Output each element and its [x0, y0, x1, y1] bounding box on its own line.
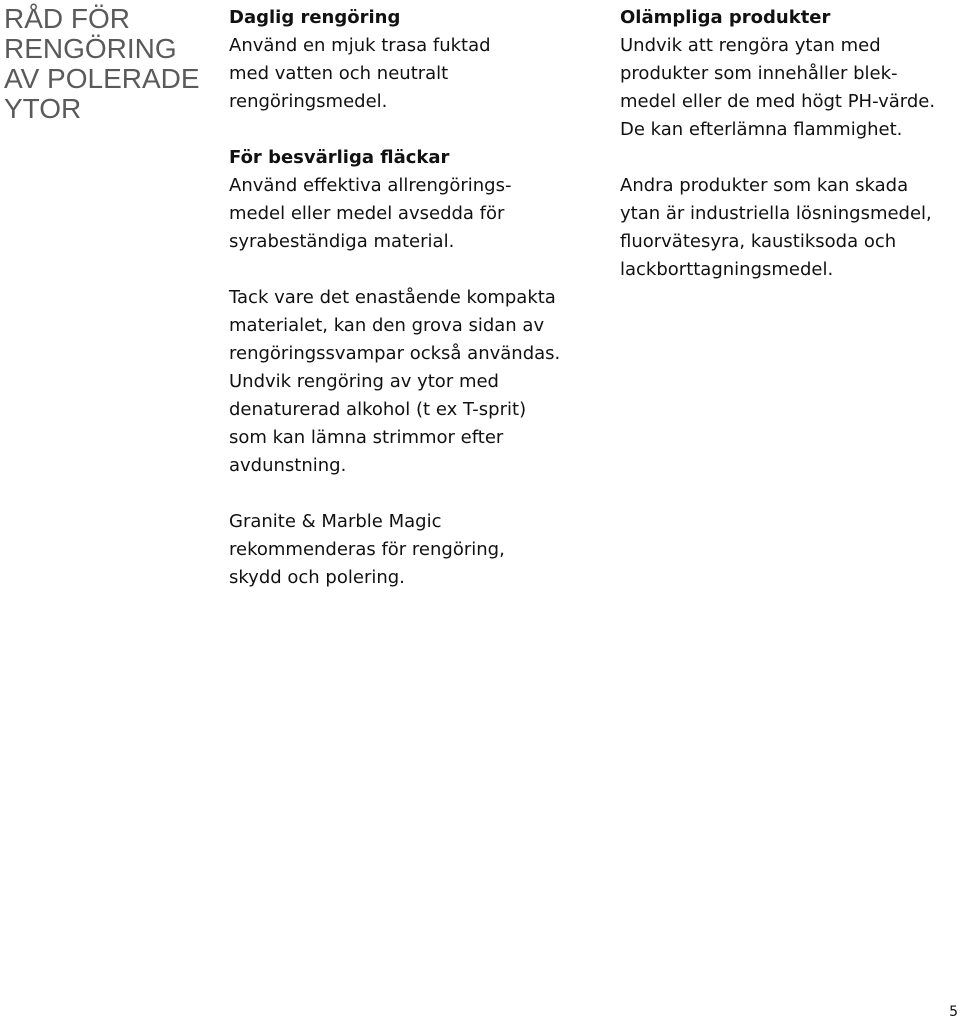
text-line: Granite & Marble Magic	[229, 511, 442, 532]
text-line: Använd effektiva allrengörings-	[229, 175, 512, 196]
right-column	[620, 4, 960, 284]
text-line: fluorvätesyra, kaustiksoda och	[620, 231, 897, 252]
unsuitable-products-heading: Olämpliga produkter	[620, 7, 831, 28]
sponge-tip-paragraph	[229, 284, 599, 480]
text-line: skydd och polering.	[229, 567, 405, 588]
text-line: syrabeständiga material.	[229, 231, 455, 252]
text-line: Andra produkter som kan skada	[620, 175, 909, 196]
title-line: YTOR	[4, 93, 82, 124]
text-line: avdunstning.	[229, 455, 347, 476]
text-line: ytan är industriella lösningsmedel,	[620, 203, 932, 224]
text-line: Undvik att rengöra ytan med	[620, 35, 881, 56]
text-line: produkter som innehåller blek-	[620, 63, 898, 84]
title-line: RENGÖRING	[4, 33, 177, 64]
unsuitable-products-section	[620, 4, 960, 144]
text-line: rekommenderas för rengöring,	[229, 539, 505, 560]
paragraph-gap	[229, 116, 599, 144]
recommendation-paragraph	[229, 508, 599, 592]
text-line: medel eller medel avsedda för	[229, 203, 505, 224]
middle-column	[229, 4, 599, 592]
paragraph-gap	[229, 256, 599, 284]
page-title	[4, 4, 219, 124]
stubborn-stains-section	[229, 144, 599, 256]
text-line: materialet, kan den grova sidan av	[229, 315, 545, 336]
text-line: De kan efterlämna flammighet.	[620, 119, 903, 140]
text-line: Tack vare det enastående kompakta	[229, 287, 556, 308]
title-line: AV POLERADE	[4, 63, 200, 94]
text-line: Använd en mjuk trasa fuktad	[229, 35, 491, 56]
other-products-paragraph	[620, 172, 960, 284]
text-line: som kan lämna strimmor efter	[229, 427, 504, 448]
text-line: Undvik rengöring av ytor med	[229, 371, 499, 392]
daily-cleaning-heading: Daglig rengöring	[229, 7, 401, 28]
text-line: medel eller de med högt PH-värde.	[620, 91, 936, 112]
daily-cleaning-section	[229, 4, 599, 116]
text-line: denaturerad alkohol (t ex T-sprit)	[229, 399, 527, 420]
stubborn-stains-heading: För besvärliga fläckar	[229, 147, 450, 168]
text-line: rengöringsmedel.	[229, 91, 388, 112]
page-number: 5	[949, 1004, 958, 1020]
text-line: lackborttagningsmedel.	[620, 259, 834, 280]
paragraph-gap	[229, 480, 599, 508]
text-line: rengöringssvampar också användas.	[229, 343, 561, 364]
paragraph-gap	[620, 144, 960, 172]
text-line: med vatten och neutralt	[229, 63, 449, 84]
title-line: RÅD FÖR	[4, 3, 130, 34]
